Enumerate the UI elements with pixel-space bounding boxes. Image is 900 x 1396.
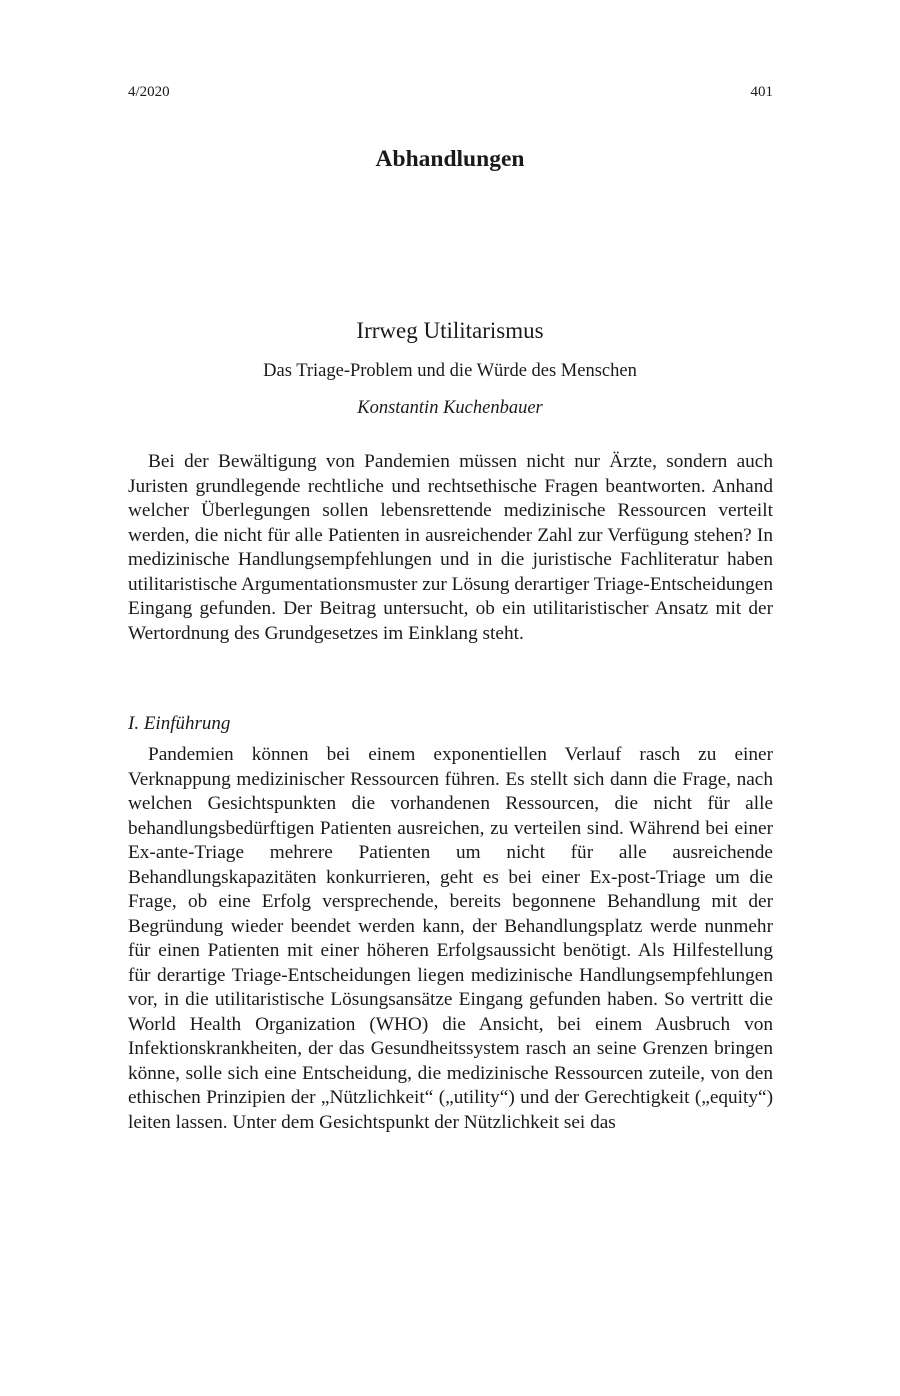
section-heading: Abhandlungen: [375, 146, 525, 172]
article-subtitle: Das Triage-Problem und die Würde des Menschen: [263, 361, 637, 381]
article-author: Konstantin Kuchenbauer: [357, 398, 543, 418]
abstract-paragraph: Bei der Bewältigung von Pandemien müssen nicht nur Ärzte, sondern auch Juristen grundlegende rechtliche und rechtsethische Fragen beantworten. Anhand welcher Überlegungen sollen lebensrettende medizinische Ressourcen verteilt werden, die nicht für alle Patienten in ausreichender Zahl zur Verfügung stehen? In medizinische Handlungsempfehlungen und in die juristische Fachliteratur haben utilitaristische Argumentationsmuster zur Lösung derartiger Triage-Entscheidungen Eingang gefunden. Der Beitrag untersucht, ob ein utilitaristischer Ansatz mit der Wertordnung des Grundgesetzes im Einklang steht.: [128, 451, 773, 644]
abstract: [128, 450, 773, 646]
article-title: Irrweg Utilitarismus: [356, 318, 544, 343]
section-heading-introduction: I. Einführung: [128, 713, 231, 734]
body-text: [128, 743, 773, 1135]
running-head: [128, 84, 773, 101]
page-number: 401: [750, 84, 773, 100]
issue-number: 4/2020: [128, 84, 170, 100]
body-paragraph: Pandemien können bei einem exponentiellen Verlauf rasch zu einer Verknappung medizinischer Ressourcen führen. Es stellt sich dann die Frage, nach welchen Gesichtspunkten die vorhandenen Ressourcen, die nicht für alle behandlungsbedürftigen Patienten ausreichen, zu verteilen sind. Während bei einer Ex-ante-Triage mehrere Patienten um nicht für alle ausreichende Behandlungskapazitäten konkurrieren, geht es bei einer Ex-post-Triage um die Frage, ob eine Erfolg versprechende, bereits begonnene Behandlung mit der Begründung wieder beendet werden kann, der Behandlungsplatz werde nunmehr für einen Patienten mit einer höheren Erfolgsaussicht benötigt. Als Hilfestellung für derartige Triage-Entscheidungen liegen medizinische Handlungsempfehlungen vor, in die utilitaristische Lösungsansätze Eingang gefunden haben. So vertritt die World Health Organization (WHO) die Ansicht, bei einem Ausbruch von Infektionskrankheiten, der das Gesundheitssystem rasch an seine Grenzen bringen könne, solle sich eine Entscheidung, die medizinische Ressourcen zuteile, von den ethischen Prinzipien der „Nützlichkeit“ („utility“) und der Gerechtigkeit („equity“) leiten lassen. Unter dem Gesichtspunkt der Nützlichkeit sei das: [128, 744, 773, 1133]
